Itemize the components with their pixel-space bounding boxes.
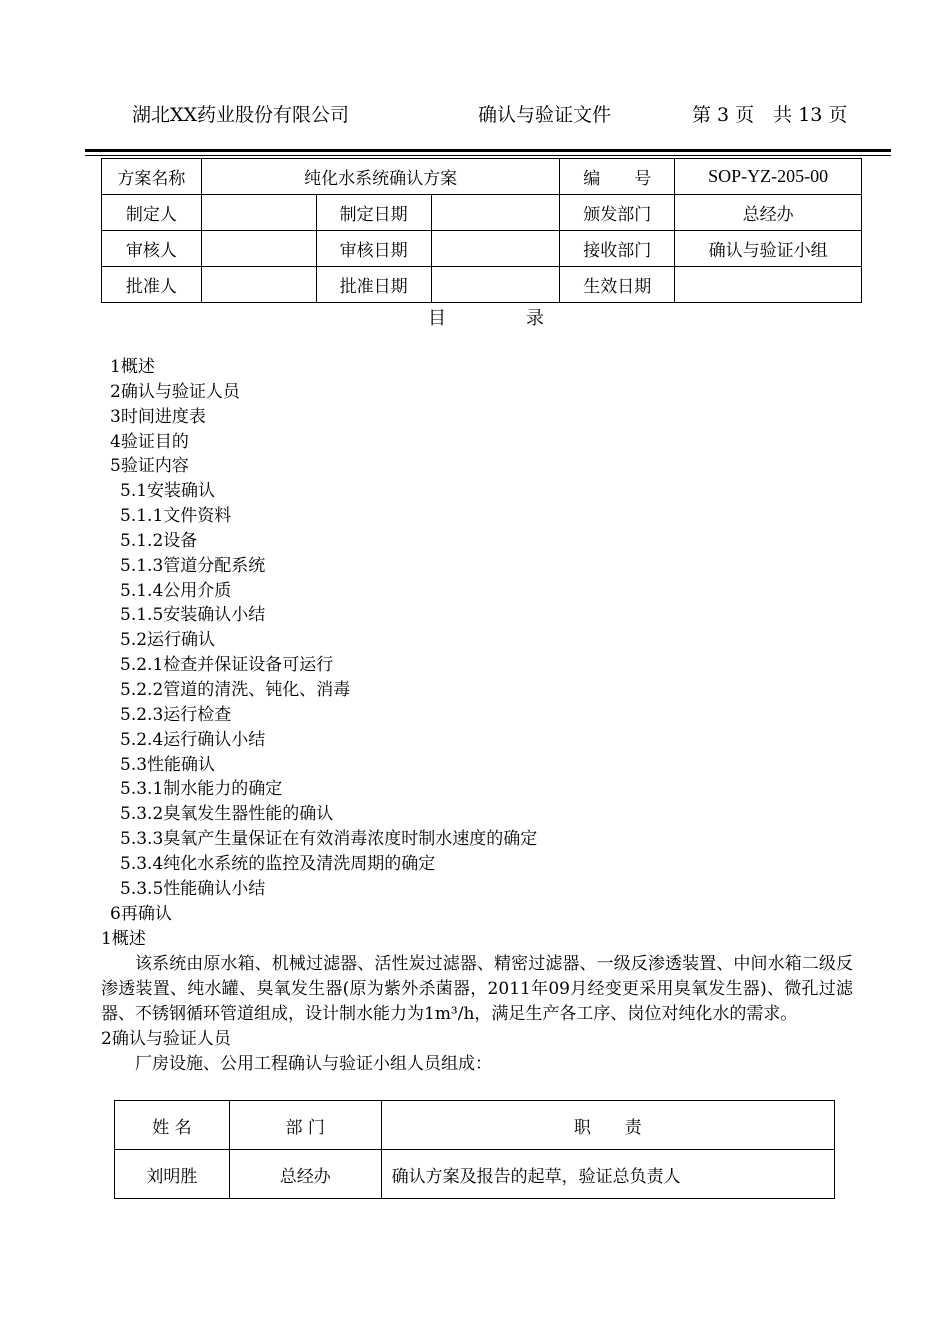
draft-date-value [431,195,560,231]
drafter-value [201,195,316,231]
approve-date-label: 批准日期 [316,267,431,303]
info-row-reviewer [102,231,862,267]
toc-item: 5.1.4公用介质 [120,580,232,601]
toc-item: 5.1.5安装确认小结 [120,605,266,626]
reviewer-value [201,231,316,267]
review-date-label: 审核日期 [316,231,431,267]
toc-item: 3时间进度表 [110,406,206,427]
toc-item: 5.2.2管道的清洗、钝化、消毒 [120,679,351,700]
toc-title-right: 录 [526,308,544,329]
issuing-dept-value: 总经办 [675,195,862,231]
table-row [115,1150,835,1199]
header-rule-thin [85,155,891,156]
toc-item: 4验证目的 [110,431,189,452]
toc-item: 5.2运行确认 [120,630,216,651]
document-body [101,927,853,1077]
col-name-header: 姓 名 [115,1101,230,1150]
toc-item: 5.3.5性能确认小结 [120,878,266,899]
section-2-intro: 厂房设施、公用工程确认与验证小组人员组成： [135,1054,492,1074]
toc-item: 5.2.4运行确认小结 [120,729,266,750]
scheme-name-value: 纯化水系统确认方案 [201,159,559,195]
toc-title [428,304,544,330]
number-value: SOP-YZ-205-00 [675,159,862,195]
drafter-label: 制定人 [102,195,202,231]
header-rule-thick [85,149,891,152]
receiving-dept-label: 接收部门 [560,231,675,267]
section-1-heading: 1概述 [101,929,146,949]
toc-item: 5.3性能确认 [120,754,216,775]
effective-date-value [675,267,862,303]
approve-date-value [431,267,560,303]
toc-item: 5.1安装确认 [120,481,216,502]
scheme-name-label: 方案名称 [102,159,202,195]
toc-item: 5验证内容 [110,456,189,477]
document-info-table [101,158,862,303]
toc-item: 5.3.3臭氧产生量保证在有效消毒浓度时制水速度的确定 [120,829,538,850]
reviewer-label: 审核人 [102,231,202,267]
toc-item: 5.1.2设备 [120,530,198,551]
toc-item: 5.1.3管道分配系统 [120,555,266,576]
toc-item: 5.3.4纯化水系统的监控及清洗周期的确定 [120,853,436,874]
staff-table [114,1100,835,1199]
toc-item: 5.1.1文件资料 [120,506,232,527]
toc-item: 1概述 [110,357,155,377]
number-label: 编 号 [560,159,675,195]
effective-date-label: 生效日期 [560,267,675,303]
header-doc-type: 确认与验证文件 [478,104,612,126]
approver-label: 批准人 [102,267,202,303]
toc-item: 6再确认 [110,903,172,924]
section-2-heading: 2确认与验证人员 [101,1029,231,1049]
toc-item: 2确认与验证人员 [110,381,240,402]
staff-table-header [115,1101,835,1150]
info-row-scheme [102,159,862,195]
col-dept-header: 部 门 [229,1101,381,1150]
col-duty-header: 职 责 [381,1101,834,1150]
staff-name: 刘明胜 [115,1150,230,1199]
approver-value [201,267,316,303]
toc-item: 5.3.1制水能力的确定 [120,779,283,800]
staff-dept: 总经办 [229,1150,381,1199]
staff-duty: 确认方案及报告的起草，验证总负责人 [381,1150,834,1199]
toc-title-left: 目 [428,308,446,329]
info-row-drafter [102,195,862,231]
receiving-dept-value: 确认与验证小组 [675,231,862,267]
toc-item: 5.3.2臭氧发生器性能的确认 [120,804,334,825]
review-date-value [431,231,560,267]
header-company: 湖北XX药业股份有限公司 [132,104,350,126]
header-page-info: 第 3 页 共 13 页 [692,104,848,126]
toc-item: 5.2.3运行检查 [120,704,232,725]
table-of-contents [110,355,537,926]
info-row-approver [102,267,862,303]
section-1-paragraph: 该系统由原水箱、机械过滤器、活性炭过滤器、精密过滤器、一级反渗透装置、中间水箱二级反渗透装置、纯水罐、臭氧发生器(原为紫外杀菌器，2011年09月经变更采用臭氧发生器)、微孔过滤器、不锈钢循环管道组成，设计制水能力为1m³/h，满足生产各工序、岗位对纯化水的需求。 [101,954,853,1024]
draft-date-label: 制定日期 [316,195,431,231]
toc-item: 5.2.1检查并保证设备可运行 [120,655,334,676]
issuing-dept-label: 颁发部门 [560,195,675,231]
